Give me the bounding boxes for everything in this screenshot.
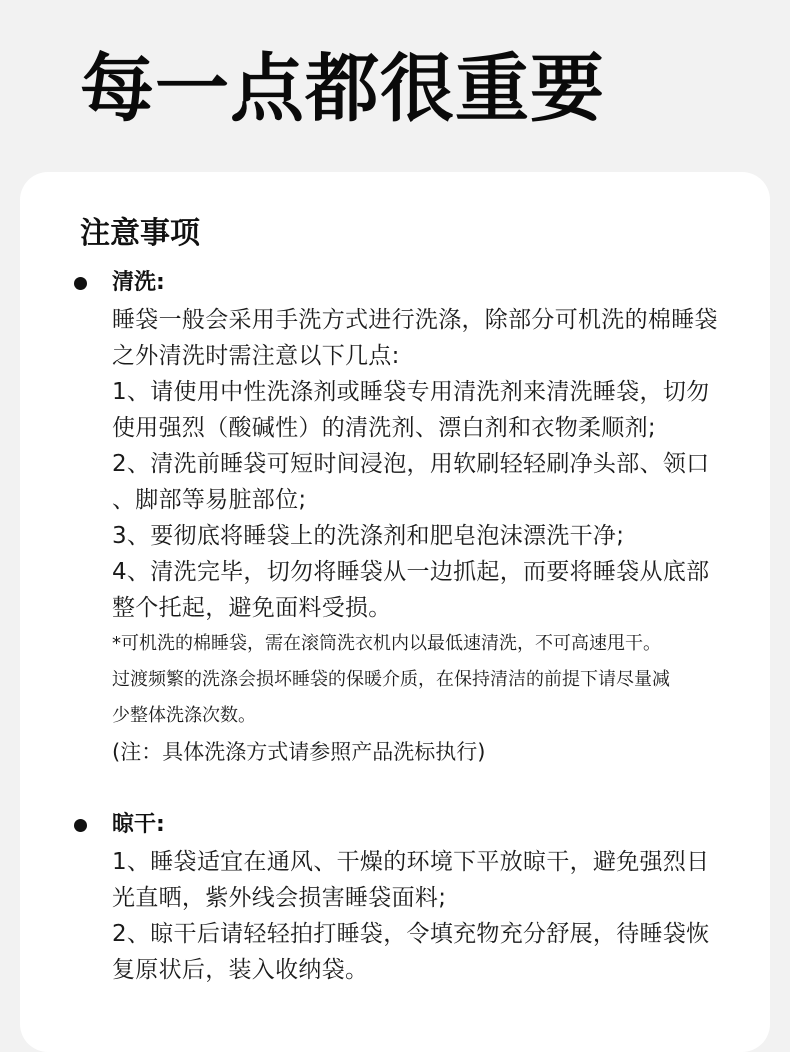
wash-line: 1、请使用中性洗涤剂或睡袋专用清洗剂来清洗睡袋，切勿: [112, 379, 710, 405]
wash-line: 2、清洗前睡袋可短时间浸泡，用软刷轻轻刷净头部、领口: [112, 451, 710, 477]
wash-small-note: *可机洗的棉睡袋，需在滚筒洗衣机内以最低速清洗，不可高速甩干。: [112, 633, 661, 654]
dry-line: 光直晒，紫外线会损害睡袋面料;: [112, 885, 447, 911]
bullet-dot-icon: [74, 819, 87, 832]
wash-line: 整个托起，避免面料受损。: [112, 595, 392, 621]
wash-section: [112, 264, 752, 770]
notes-card: [20, 172, 770, 1052]
card-title: 注意事项: [80, 216, 200, 251]
dry-line: 1、睡袋适宜在通风、干燥的环境下平放晾干，避免强烈日: [112, 849, 710, 875]
dry-line: 复原状后，装入收纳袋。: [112, 957, 369, 983]
bullet-dot-icon: [74, 277, 87, 290]
wash-small-note: 过渡频繁的洗涤会损坏睡袋的保暖介质，在保持清洁的前提下请尽量减: [112, 669, 670, 690]
wash-remark: (注：具体洗涤方式请参照产品洗标执行): [112, 740, 486, 764]
wash-line: 、脚部等易脏部位;: [112, 487, 307, 513]
dry-heading: 晾干:: [112, 812, 165, 837]
wash-line: 之外清洗时需注意以下几点:: [112, 343, 400, 369]
dry-section: [112, 806, 752, 988]
wash-line: 4、清洗完毕，切勿将睡袋从一边抓起，而要将睡袋从底部: [112, 559, 710, 585]
wash-line: 睡袋一般会采用手洗方式进行洗涤，除部分可机洗的棉睡袋: [112, 307, 718, 333]
wash-small-note: 少整体洗涤次数。: [112, 705, 256, 726]
wash-line: 使用强烈（酸碱性）的清洗剂、漂白剂和衣物柔顺剂;: [112, 415, 656, 441]
wash-heading: 清洗:: [112, 270, 165, 295]
dry-line: 2、晾干后请轻轻拍打睡袋，令填充物充分舒展，待睡袋恢: [112, 921, 710, 947]
page-title: 每一点都很重要: [80, 46, 605, 132]
wash-line: 3、要彻底将睡袋上的洗涤剂和肥皂泡沫漂洗干净;: [112, 523, 625, 549]
